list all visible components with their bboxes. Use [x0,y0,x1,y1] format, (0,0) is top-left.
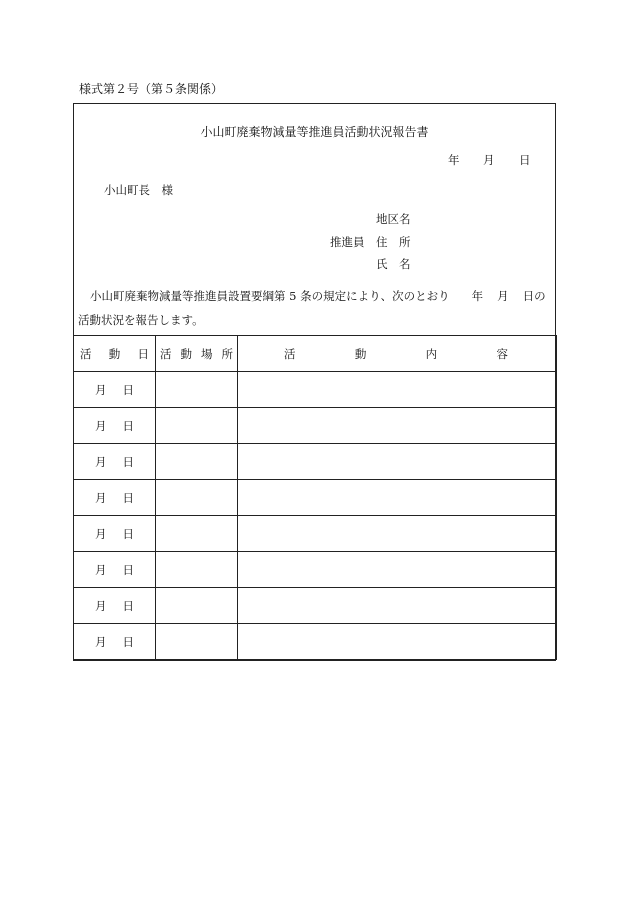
table-row [74,624,557,660]
row-place-cell[interactable] [156,552,238,588]
date-day-label: 日 [519,153,531,167]
statement-year: 年 [471,289,484,303]
row-place-cell[interactable] [156,408,238,444]
statement-month: 月 [497,289,509,303]
table-row [74,516,557,552]
table-header-row [74,336,557,372]
row-date-cell[interactable]: 月 日 [74,516,156,552]
statement-part1: 小山町廃棄物減量等推進員設置要綱第 5 条の規定により、次のとおり [90,289,450,303]
row-date-cell[interactable]: 月 日 [74,480,156,516]
row-content-cell[interactable] [238,624,557,660]
row-place-cell[interactable] [156,588,238,624]
date-year-label: 年 [448,153,460,167]
header-activity-content: 活 動 内 容 [238,336,557,372]
row-place-cell[interactable] [156,444,238,480]
report-frame [73,103,556,661]
table-row [74,372,557,408]
row-place-cell[interactable] [156,372,238,408]
addressee: 小山町長 様 [104,183,173,197]
promoter-label: 推進員 [330,235,365,249]
header-activity-place: 活 動 場 所 [156,336,238,372]
row-date-cell[interactable]: 月 日 [74,408,156,444]
table-row [74,408,557,444]
row-content-cell[interactable] [238,408,557,444]
table-row [74,588,557,624]
report-title: 小山町廃棄物減量等推進員活動状況報告書 [200,125,429,139]
row-content-cell[interactable] [238,516,557,552]
district-label: 地区名 [376,212,411,226]
row-content-cell[interactable] [238,552,557,588]
statement-part2: 活動状況を報告します。 [78,313,204,327]
row-date-cell[interactable]: 月 日 [74,624,156,660]
report-statement [78,284,551,332]
table-row [74,444,557,480]
address-label: 住 所 [376,235,411,249]
statement-day: 日の [522,289,546,303]
row-content-cell[interactable] [238,480,557,516]
row-date-cell[interactable]: 月 日 [74,552,156,588]
row-content-cell[interactable] [238,372,557,408]
name-label: 氏 名 [376,257,411,271]
row-date-cell[interactable]: 月 日 [74,444,156,480]
activity-log-table [73,335,557,660]
header-activity-date: 活 動 日 [74,336,156,372]
row-place-cell[interactable] [156,480,238,516]
table-row [74,480,557,516]
row-place-cell[interactable] [156,624,238,660]
table-row [74,552,557,588]
row-place-cell[interactable] [156,516,238,552]
row-date-cell[interactable]: 月 日 [74,588,156,624]
row-date-cell[interactable]: 月 日 [74,372,156,408]
date-month-label: 月 [483,153,495,167]
row-content-cell[interactable] [238,444,557,480]
row-content-cell[interactable] [238,588,557,624]
form-number-label: 様式第２号（第５条関係） [79,82,224,96]
